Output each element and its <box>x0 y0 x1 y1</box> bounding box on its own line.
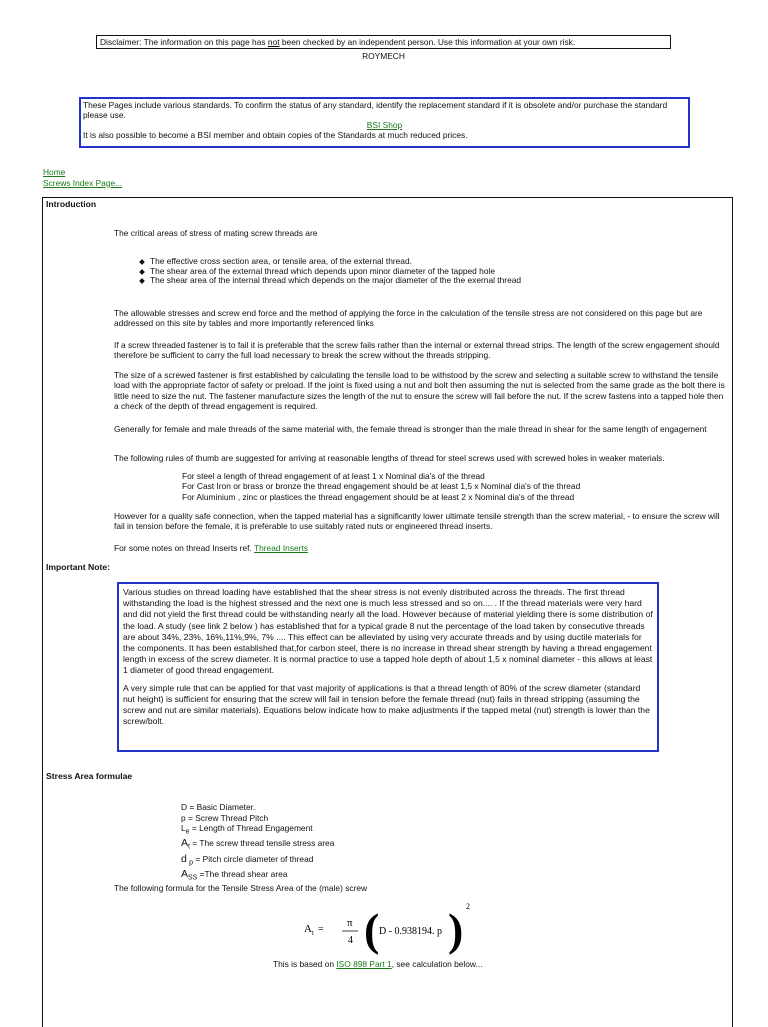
right-paren: ) <box>448 904 464 955</box>
symbol-definitions <box>181 802 334 884</box>
important-note-heading: Important Note: <box>46 562 110 572</box>
intro-para-6: However for a quality safe connection, when the tapped material has a significantly lower ultimate tensile strength than the screw material, - to ensure the screw will fail in tension before the female, it is preferable to use suitably rated nuts or engineered thread inserts. <box>114 511 720 532</box>
bsi-notice-box <box>79 97 690 148</box>
stress-areas-list <box>138 257 698 286</box>
symbol-def-p: p = Screw Thread Pitch <box>181 812 269 823</box>
rules-of-thumb <box>182 471 580 502</box>
screws-index-link[interactable]: Screws Index Page... <box>43 177 123 188</box>
disclaimer-text-after: been checked by an independent person. Use this information at your own risk. <box>279 37 576 47</box>
bsi-notice-line1: These Pages include various standards. To confirm the status of any standard, identify the replacement standard if it is obsolete and/or purchase the standard please use. <box>83 100 668 120</box>
bsi-notice-line2: It is also possible to become a BSI member and obtain copies of the Standards at much reduced prices. <box>83 130 468 140</box>
disclaimer-not: not <box>267 37 280 47</box>
bsi-shop-link[interactable]: BSI Shop <box>366 120 403 130</box>
important-note-para-2: A very simple rule that can be applied for that vast majority of applications is that a thread length of 80% of the screw diameter (standard nut height) is sufficient for ensuring that the screw will fail in tension before the female thread (nut) fails in thread stripping (assuming the screw and nut are similar materials). Equations below indicate how to make adjustments if the tapped metal (nut) strength is lower than the screw/bolt. <box>123 682 650 727</box>
thread-inserts-link[interactable]: Thread Inserts <box>253 543 308 553</box>
symbol-def-Ass: $A_{SS} =The$ thread shear area <box>181 867 288 882</box>
formula-intro: The following formula for the Tensile Stress Area of the (male) screw <box>114 883 368 893</box>
symbol-def-dp: d $_p$ = Pitch circle diameter of thread <box>181 852 314 867</box>
intro-para-1: The allowable stresses and screw end force and the method of applying the force in the calculation of the tensile stress are not considered on this page but are addressed on this site by tables and more importantly referenced links <box>114 308 703 329</box>
iso-reference-prefix: This is based on <box>273 959 337 969</box>
intro-para-5: The following rules of thumb are suggested for arriving at reasonable lengths of thread for steel screws used with screwed holes in weaker materials. <box>114 453 665 463</box>
intro-para-2: If a screw threaded fastener is to fail it is preferable that the screw fails rather than the internal or external thread strips. The length of the screw engagement should therefore be sufficient to carry the full load necessary to break the screw without the threads stripping. <box>114 340 720 361</box>
home-link[interactable]: Home <box>43 167 66 177</box>
list-item: The effective cross section area, or tensile area, of the external thread. <box>138 257 698 267</box>
iso-reference-suffix: , see calculation below... <box>391 959 483 969</box>
formula-inner: D - 0.938194. p <box>379 926 443 937</box>
list-item: The shear area of the external thread which depends upon minor diameter of the tapped hole <box>138 267 698 277</box>
intro-para-3: The size of a screwed fastener is first established by calculating the tensile load to be withstood by the screw and selecting a suitable screw to withstand the tensile load with the appropriate factor of safety or preload. If the joint is fixed using a nut and bolt then assuming the nut is selected from the same grade as the bolt there is little need to size the nut. The fastener manufacture sizes the length of the nut to ensure the screw will fail before the nut. If the screw fastens into a tapped hole then a check of the depth of thread engagement is required. <box>114 370 725 411</box>
thread-inserts-line <box>114 543 308 553</box>
formula-exponent: 2 <box>466 902 470 911</box>
nav-links <box>43 167 122 188</box>
symbol-def-At: $A_t$ = The screw thread tensile stress area <box>181 837 335 852</box>
thread-inserts-prefix: For some notes on thread Inserts ref. <box>114 543 254 553</box>
important-note-para-1: Various studies on thread loading have established that the shear stress is not evenly distributed across the threads. The first thread withstanding the load is the highest stressed and the next one is much less stressed and so on.... . If the thread materials were very hard and did not yield the first thread could be withstanding nearly all the load. However because of material yielding there is some distribution of the load. A study (see link 2 below ) has established that for a typical grade 8 nut the percentage of the load taken by consecutive threads are about 34%, 23%, 16%,11%,9%, 7% .... This effect can be alleviated by using very accurate threads and by using ductile materials for the components. It has been established that,for carbon steel, there is no increase in thread shear strength by having a thread engagement length in excess of the screw diameter. It is normal practice to use a tapped hole depth of about 1,5 x nominal diameter - this allows at least 1 diameter of good thread engagement. <box>123 587 653 676</box>
left-paren: ( <box>364 904 380 955</box>
introduction-heading: Introduction <box>46 199 97 209</box>
formula-equals: = <box>318 924 324 935</box>
disclaimer-box <box>96 35 671 49</box>
stress-area-heading: Stress Area formulae <box>46 771 133 781</box>
intro-lead: The critical areas of stress of mating screw threads are <box>114 228 318 238</box>
site-name: ROYMECH <box>362 51 405 61</box>
iso-reference-line <box>273 959 483 969</box>
formula-numerator: π <box>347 917 353 929</box>
rule-line: For Cast Iron or brass or bronze the thread engagement should be at least 1,5 x Nominal dia's of the thread <box>182 481 581 492</box>
formula-lhs: A <box>304 923 312 935</box>
important-note-box <box>117 582 659 752</box>
formula-denominator: 4 <box>348 935 353 946</box>
disclaimer-text-before: Disclaimer: The information on this page has <box>100 37 268 47</box>
rule-line: For Aluminium , zinc or plastices the thread engagement should be at least 2 x Nominal dia's of the thread <box>182 491 575 502</box>
symbol-def-Le: $L_e$ = Length of Thread Engagement <box>181 823 313 836</box>
intro-para-4: Generally for female and male threads of the same material with, the female thread is stronger than the male thread in shear for the same length of engagement <box>114 424 707 434</box>
bsi-shop-wrap <box>83 120 686 130</box>
formula-lhs-sub: t <box>312 929 314 937</box>
symbol-def-D: D = Basic Diameter. <box>181 802 256 812</box>
tensile-stress-area-formula <box>296 897 476 957</box>
rule-line: For steel a length of thread engagement of at least 1 x Nominal dia's of the thread <box>182 471 485 481</box>
iso-898-link[interactable]: ISO 898 Part 1 <box>336 959 392 969</box>
list-item: The shear area of the internal thread which depends on the major diameter of the the exernal thread <box>138 276 698 286</box>
